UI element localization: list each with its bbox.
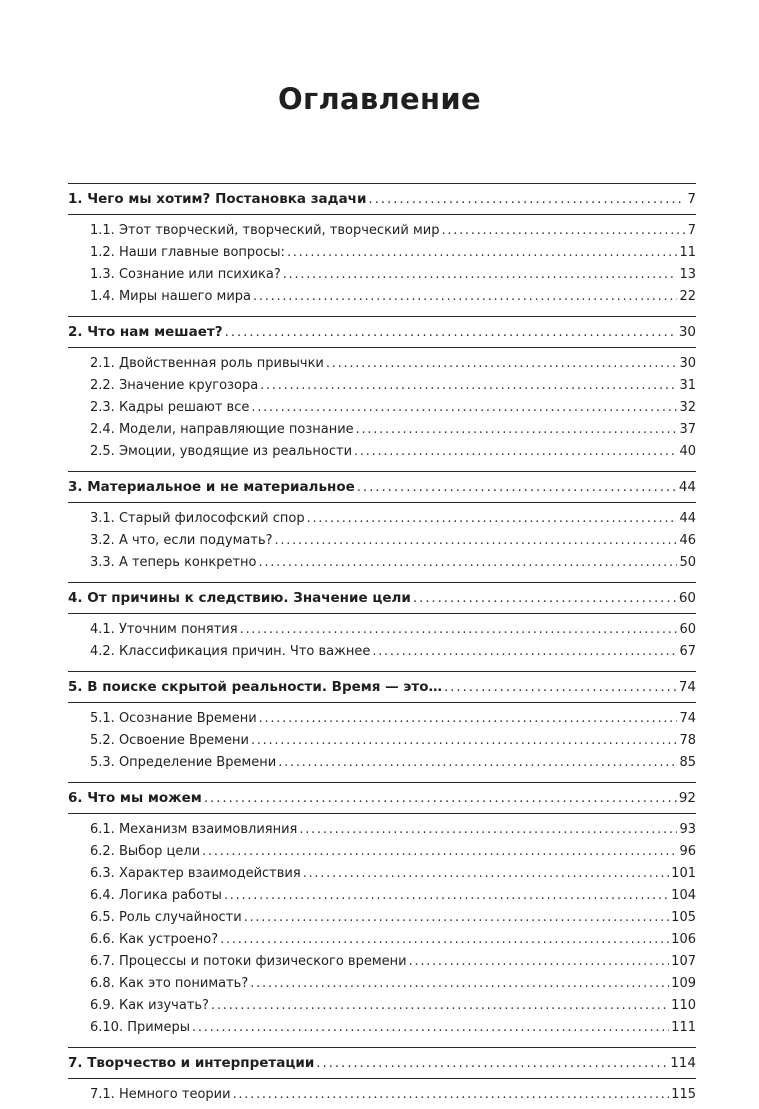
page-number: 46 [679, 533, 696, 548]
dot-leader [444, 674, 677, 700]
toc-section-entry[interactable] [68, 863, 696, 885]
page-number: 22 [679, 289, 696, 304]
toc-section-entry[interactable] [68, 730, 696, 752]
dot-leader [251, 397, 677, 419]
section-title: 1.4. Миры нашего мира [90, 289, 252, 304]
dot-leader [307, 508, 678, 530]
section-title: 6.5. Роль случайности [90, 910, 242, 925]
toc-section-entry[interactable] [68, 995, 696, 1017]
section-title: 6.1. Механизм взаимовлияния [90, 822, 298, 837]
section-title: 1.3. Сознание или психика? [90, 267, 281, 282]
section-title: 2.4. Модели, направляющие познание [90, 422, 354, 437]
chapter-divider [68, 183, 696, 184]
chapter-block [68, 1042, 696, 1109]
dot-leader [354, 441, 677, 463]
section-title: 1.2. Наши главные вопросы: [90, 245, 285, 260]
dot-leader [253, 286, 677, 308]
section-title: 2.5. Эмоции, уводящие из реальности [90, 444, 353, 459]
page-number: 106 [671, 932, 696, 947]
page-number: 92 [678, 790, 696, 806]
page-number: 111 [671, 1020, 696, 1035]
dot-leader [259, 552, 678, 574]
chapter-divider [68, 671, 696, 672]
toc-section-entry[interactable] [68, 841, 696, 863]
dot-leader [287, 242, 678, 264]
page-number: 114 [670, 1055, 696, 1071]
toc-section-entry[interactable] [68, 907, 696, 929]
chapter-block [68, 577, 696, 666]
chapter-divider [68, 502, 696, 503]
toc-section-entry[interactable] [68, 951, 696, 973]
page-number: 60 [679, 622, 696, 637]
page-number: 60 [678, 590, 696, 606]
page-number: 13 [679, 267, 696, 282]
chapter-block [68, 466, 696, 577]
section-title: 3.1. Старый философский спор [90, 511, 305, 526]
toc-section-entry[interactable] [68, 885, 696, 907]
chapter-divider [68, 1047, 696, 1048]
toc-section-entry[interactable] [68, 264, 696, 286]
chapter-divider [68, 782, 696, 783]
toc-section-entry[interactable] [68, 242, 696, 264]
chapter-divider [68, 702, 696, 703]
section-list [68, 616, 696, 666]
page-title: Оглавление [278, 82, 481, 116]
dot-leader [357, 474, 677, 500]
chapter-title: 6. Что мы можем [68, 790, 202, 806]
dot-leader [413, 585, 677, 611]
chapter-title: 4. От причины к следствию. Значение цели [68, 590, 411, 606]
toc-chapter-entry[interactable] [68, 785, 696, 811]
dot-leader [259, 708, 678, 730]
table-of-contents [68, 178, 696, 1109]
dot-leader [326, 353, 678, 375]
page-number: 93 [679, 822, 696, 837]
section-list [68, 705, 696, 777]
page-number: 110 [671, 998, 696, 1013]
page-number: 44 [679, 511, 696, 526]
page-number: 11 [679, 245, 696, 260]
dot-leader [278, 752, 677, 774]
page-number: 85 [679, 755, 696, 770]
section-title: 6.8. Как это понимать? [90, 976, 249, 991]
page-number: 40 [679, 444, 696, 459]
toc-section-entry[interactable] [68, 708, 696, 730]
toc-chapter-entry[interactable] [68, 474, 696, 500]
dot-leader [211, 995, 669, 1017]
chapter-title: 2. Что нам мешает? [68, 324, 223, 340]
page-number: 30 [678, 324, 696, 340]
dot-leader [251, 730, 678, 752]
toc-section-entry[interactable] [68, 929, 696, 951]
toc-chapter-entry[interactable] [68, 319, 696, 345]
page-number: 109 [671, 976, 696, 991]
page-number: 74 [678, 679, 696, 695]
section-title: 5.1. Осознание Времени [90, 711, 257, 726]
section-title: 2.2. Значение кругозора [90, 378, 259, 393]
dot-leader [240, 619, 678, 641]
page-number: 37 [679, 422, 696, 437]
section-list [68, 217, 696, 311]
section-title: 6.2. Выбор цели [90, 844, 201, 859]
page-number: 32 [679, 400, 696, 415]
page-number: 104 [671, 888, 696, 903]
section-title: 2.3. Кадры решают все [90, 400, 250, 415]
dot-leader [233, 1084, 670, 1106]
page-number: 115 [671, 1087, 696, 1102]
dot-leader [299, 819, 677, 841]
dot-leader [260, 375, 677, 397]
chapter-divider [68, 347, 696, 348]
dot-leader [372, 641, 677, 663]
section-list [68, 350, 696, 466]
chapter-divider [68, 1078, 696, 1079]
page-number: 74 [679, 711, 696, 726]
chapter-divider [68, 214, 696, 215]
page-number: 7 [687, 223, 696, 238]
section-title: 6.9. Как изучать? [90, 998, 209, 1013]
toc-section-entry[interactable] [68, 508, 696, 530]
chapter-divider [68, 316, 696, 317]
page-number: 107 [671, 954, 696, 969]
chapter-title: 3. Материальное и не материальное [68, 479, 355, 495]
chapter-title: 5. В поиске скрытой реальности. Время — это… [68, 679, 442, 695]
section-list [68, 1081, 696, 1109]
toc-chapter-entry[interactable] [68, 1050, 696, 1076]
page-number: 44 [678, 479, 696, 495]
dot-leader [225, 319, 677, 345]
chapter-title: 7. Творчество и интерпретации [68, 1055, 315, 1071]
toc-section-entry[interactable] [68, 220, 696, 242]
section-title: 3.2. А что, если подумать? [90, 533, 273, 548]
dot-leader [275, 530, 678, 552]
section-title: 6.6. Как устроено? [90, 932, 219, 947]
page-number: 96 [679, 844, 696, 859]
section-list [68, 505, 696, 577]
section-title: 4.1. Уточним понятия [90, 622, 238, 637]
toc-section-entry[interactable] [68, 353, 696, 375]
page-number: 7 [687, 191, 696, 207]
page-number: 101 [671, 866, 696, 881]
page-number: 50 [679, 555, 696, 570]
section-title: 5.2. Освоение Времени [90, 733, 249, 748]
toc-section-entry[interactable] [68, 641, 696, 663]
section-title: 4.2. Классификация причин. Что важнее [90, 644, 371, 659]
page-number: 31 [679, 378, 696, 393]
chapter-block [68, 777, 696, 1042]
dot-leader [250, 973, 669, 995]
page-number: 30 [679, 356, 696, 371]
section-title: 2.1. Двойственная роль привычки [90, 356, 324, 371]
section-title: 1.1. Этот творческий, творческий, творческий мир [90, 223, 440, 238]
toc-section-entry[interactable] [68, 397, 696, 419]
chapter-divider [68, 582, 696, 583]
dot-leader [192, 1017, 669, 1039]
chapter-divider [68, 813, 696, 814]
section-title: 3.3. А теперь конкретно [90, 555, 257, 570]
chapter-block [68, 666, 696, 777]
section-title: 5.3. Определение Времени [90, 755, 277, 770]
dot-leader [303, 863, 669, 885]
toc-section-entry[interactable] [68, 530, 696, 552]
dot-leader [356, 419, 678, 441]
toc-section-entry[interactable] [68, 1017, 696, 1039]
dot-leader [244, 907, 669, 929]
section-title: 6.10. Примеры [90, 1020, 191, 1035]
dot-leader [441, 220, 685, 242]
chapter-block [68, 178, 696, 311]
toc-chapter-entry[interactable] [68, 186, 696, 212]
toc-section-entry[interactable] [68, 619, 696, 641]
page-number: 105 [671, 910, 696, 925]
toc-section-entry[interactable] [68, 375, 696, 397]
dot-leader [224, 885, 669, 907]
chapter-divider [68, 613, 696, 614]
toc-section-entry[interactable] [68, 286, 696, 308]
dot-leader [368, 186, 685, 212]
chapter-block [68, 311, 696, 466]
section-title: 6.7. Процессы и потоки физического времени [90, 954, 407, 969]
toc-section-entry[interactable] [68, 419, 696, 441]
toc-section-entry[interactable] [68, 819, 696, 841]
chapter-title: 1. Чего мы хотим? Постановка задачи [68, 191, 367, 207]
toc-section-entry[interactable] [68, 973, 696, 995]
toc-section-entry[interactable] [68, 441, 696, 463]
dot-leader [202, 841, 677, 863]
dot-leader [220, 929, 669, 951]
dot-leader [409, 951, 670, 973]
dot-leader [283, 264, 678, 286]
dot-leader [204, 785, 677, 811]
toc-chapter-entry[interactable] [68, 585, 696, 611]
chapter-divider [68, 471, 696, 472]
toc-section-entry[interactable] [68, 1084, 696, 1106]
page-number: 78 [679, 733, 696, 748]
toc-section-entry[interactable] [68, 552, 696, 574]
section-list [68, 816, 696, 1042]
section-title: 6.3. Характер взаимодействия [90, 866, 301, 881]
toc-chapter-entry[interactable] [68, 674, 696, 700]
section-title: 7.1. Немного теории [90, 1087, 231, 1102]
toc-section-entry[interactable] [68, 752, 696, 774]
dot-leader [316, 1050, 668, 1076]
section-title: 6.4. Логика работы [90, 888, 222, 903]
page-number: 67 [679, 644, 696, 659]
